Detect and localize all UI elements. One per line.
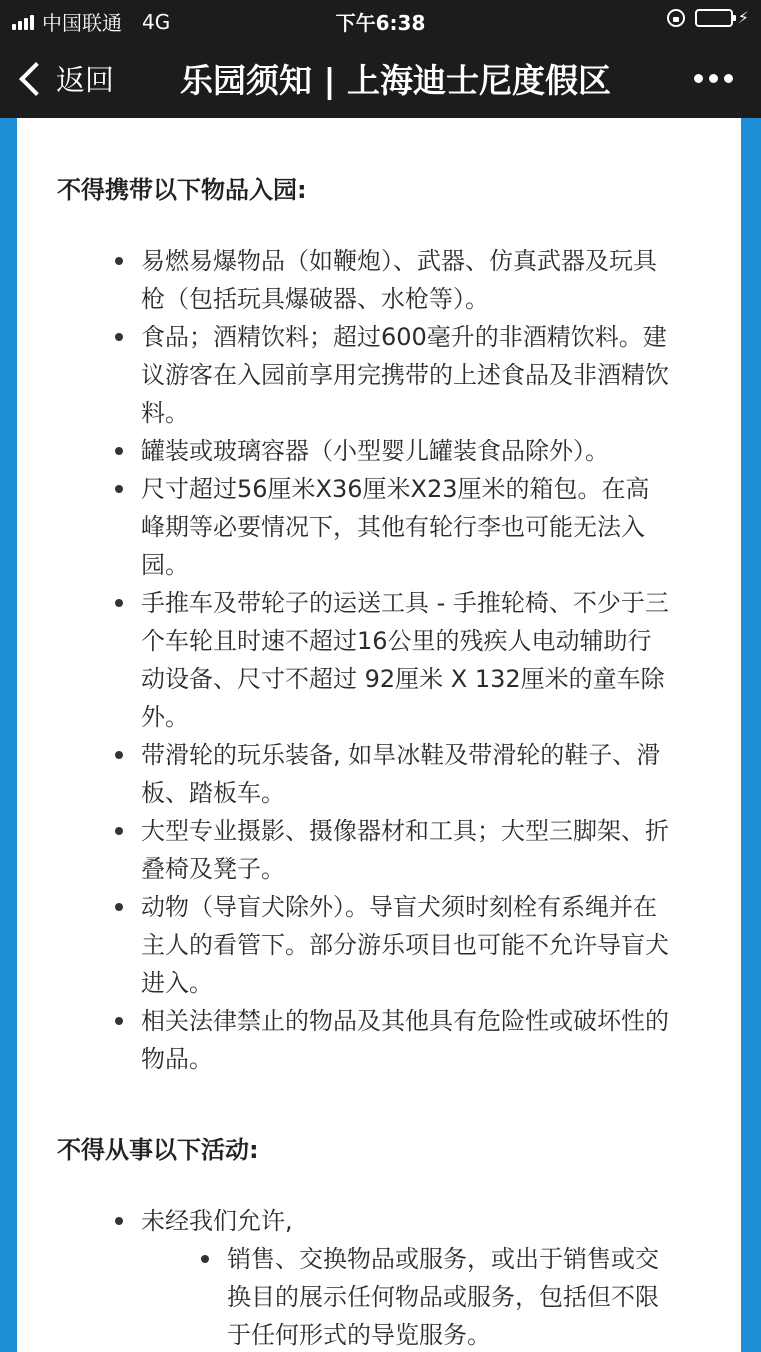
rotation-lock-icon [667, 9, 685, 27]
list-item: 手推车及带轮子的运送工具 - 手推轮椅、不少于三个车轮且时速不超过16公里的残疾人电动辅助行动设备、尺寸不超过 92厘米 X 132厘米的童车除外。 [141, 584, 671, 736]
page-title: 乐园须知 | 上海迪士尼度假区 [179, 61, 612, 100]
status-bar [0, 0, 761, 40]
more-dot-icon [694, 74, 703, 83]
sub-list [141, 1240, 671, 1352]
list-item [141, 1202, 671, 1352]
charging-icon: ⚡ [737, 8, 749, 27]
back-label: 返回 [56, 63, 115, 97]
list-item: 动物（导盲犬除外）。导盲犬须时刻栓有系绳并在主人的看管下。部分游乐项目也可能不允许导盲犬进入。 [141, 888, 671, 1002]
content-page [17, 118, 741, 1352]
more-button[interactable] [688, 74, 733, 83]
section-heading-prohibited-activities: 不得从事以下活动: [57, 1136, 259, 1164]
list-item: 大型专业摄影、摄像器材和工具；大型三脚架、折叠椅及凳子。 [141, 812, 671, 888]
status-time: 下午6:38 [335, 11, 426, 35]
back-button[interactable] [14, 58, 114, 99]
network-type: 4G [142, 9, 171, 34]
sub-list-item: 销售、交换物品或服务，或出于销售或交换目的展示任何物品或服务，包括但不限于任何形式的导览服务。 [227, 1240, 671, 1352]
prohibited-items-list [17, 242, 741, 1078]
more-dot-icon [724, 74, 733, 83]
list-item: 相关法律禁止的物品及其他具有危险性或破坏性的物品。 [141, 1002, 671, 1078]
list-item: 带滑轮的玩乐装备, 如旱冰鞋及带滑轮的鞋子、滑板、踏板车。 [141, 736, 671, 812]
carrier-name: 中国联通 [42, 11, 122, 35]
nav-bar [0, 40, 761, 118]
prohibited-activities-list [17, 1202, 741, 1352]
list-item: 罐装或玻璃容器（小型婴儿罐装食品除外）。 [141, 432, 671, 470]
more-dot-icon [709, 74, 718, 83]
status-icons [667, 8, 749, 27]
list-item: 易燃易爆物品（如鞭炮）、武器、仿真武器及玩具枪（包括玩具爆破器、水枪等）。 [141, 242, 671, 318]
list-item-text: 未经我们允许, [141, 1207, 293, 1235]
battery-icon [695, 9, 733, 27]
chevron-left-icon [19, 62, 53, 96]
section-heading-prohibited-items: 不得携带以下物品入园: [57, 176, 307, 204]
list-item: 食品；酒精饮料；超过600毫升的非酒精饮料。建议游客在入园前享用完携带的上述食品及非酒精饮料。 [141, 318, 671, 432]
list-item: 尺寸超过56厘米X36厘米X23厘米的箱包。在高峰期等必要情况下，其他有轮行李也可能无法入园。 [141, 470, 671, 584]
